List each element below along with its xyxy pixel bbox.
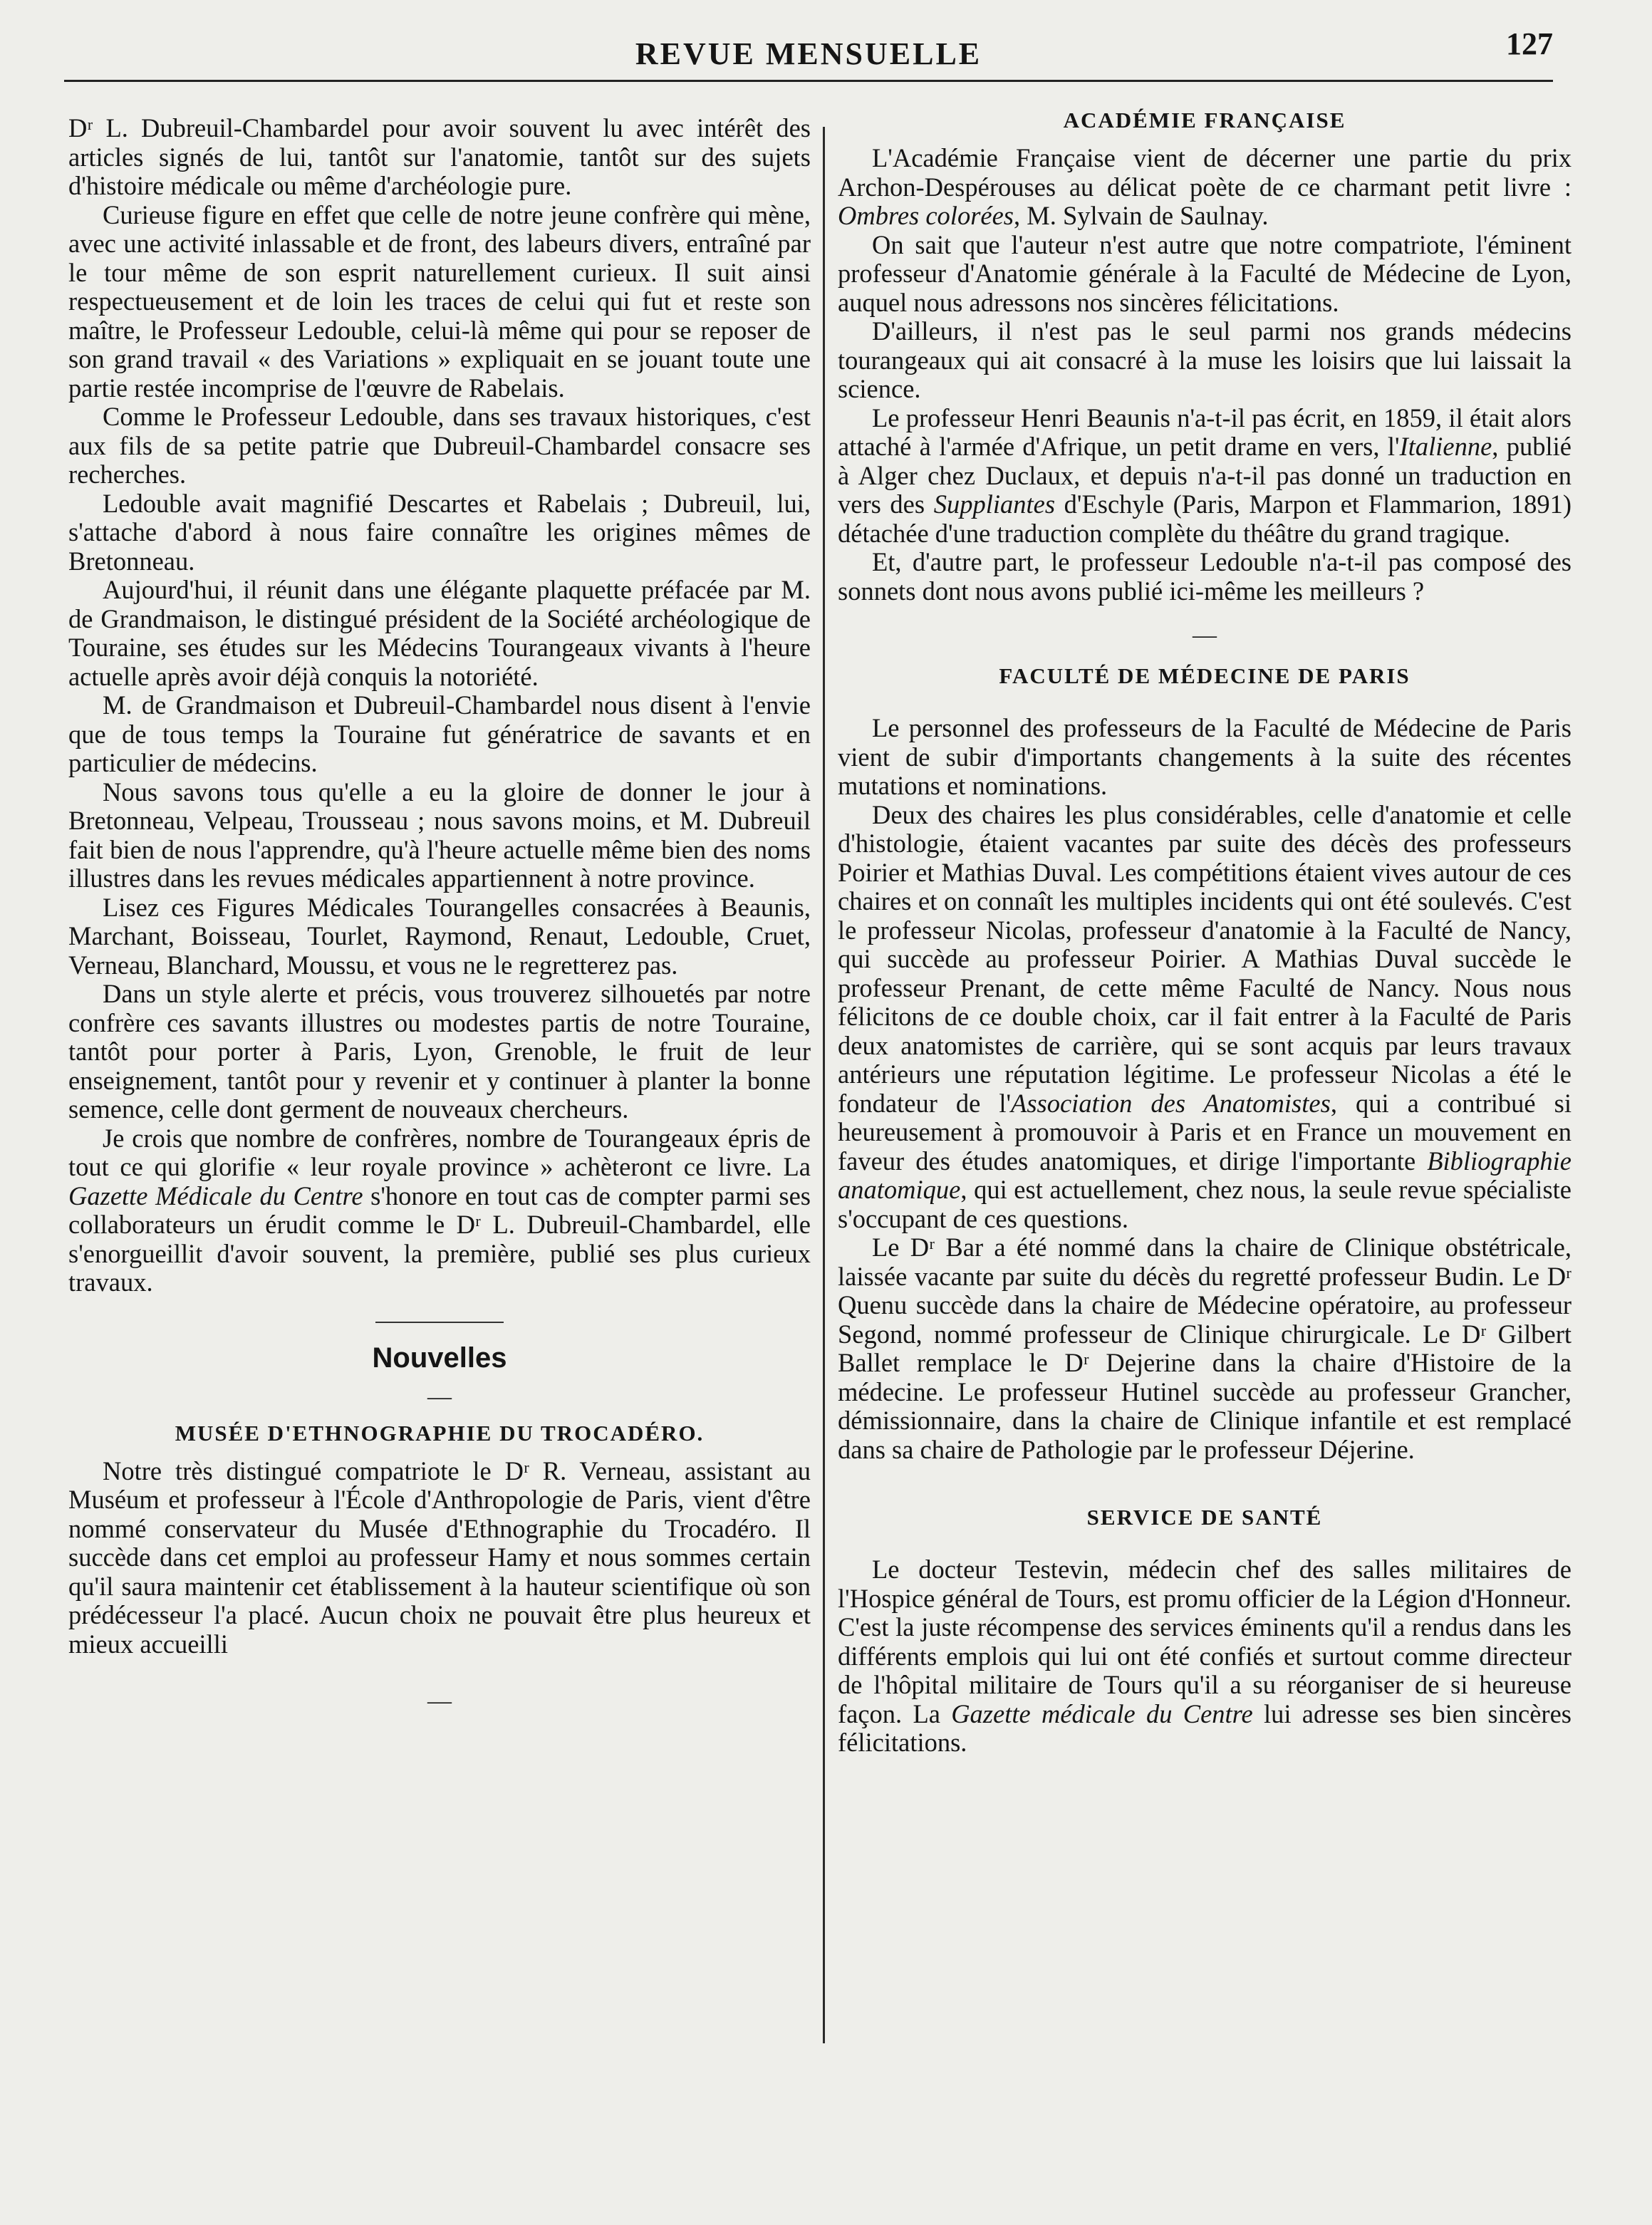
paragraph — [838, 144, 1572, 231]
text-run: L'Académie Française vient de décerner une partie du prix Archon-Despérouses au délicat poète de ce charmant petit livre : — [838, 143, 1572, 202]
running-header — [64, 28, 1553, 82]
journal-title: REVUE MENSUELLE — [635, 36, 982, 71]
dash-separator: — — [427, 1688, 452, 1714]
heading-academie: ACADÉMIE FRANÇAISE — [1063, 108, 1346, 133]
paragraph: Nous savons tous qu'elle a eu la gloire de donner le jour à Bretonneau, Velpeau, Trousseau ; nous savons moins, et M. Dubreuil fait bien de nous l'apprendre, qu'à l'heure actuelle même bien des noms illustres dans les revues médicales appartiennent à notre province. — [68, 777, 811, 893]
text-run: , M. Sylvain de Saulnay. — [1014, 201, 1269, 230]
page-number: 127 — [1506, 26, 1553, 61]
right-column — [838, 108, 1572, 1758]
text-run: , qui a contribué si heureusement à promouvoir à Paris et en France un mouvement en faveur des études anatomiques, et dirige l'importante — [838, 1088, 1572, 1176]
paragraph: M. de Grandmaison et Dubreuil-Chambardel nous disent à l'envie que de tous temps la Touraine fut génératrice de savants et en particulier de médecins. — [68, 690, 811, 777]
journal-name: Gazette Médicale du Centre — [68, 1181, 363, 1210]
journal-name: Gazette médicale du Centre — [951, 1698, 1253, 1728]
paragraph: Curieuse figure en effet que celle de notre jeune confrère qui mène, avec une activité inlassable et de front, des labeurs divers, entraîné par le tour même de son esprit naturellement curieux. Il suit ainsi respectueusement et de loin les traces de celui qui fut et reste son maître, le Professeur Ledouble, celui-là même qui pour se reposer de son grand travail « des Variations » expliquait en se jouant toute une partie restée incomprise de l'œuvre de Rabelais. — [68, 199, 811, 403]
section-heading-nouvelles: Nouvelles — [372, 1342, 507, 1374]
paragraph — [838, 1555, 1572, 1758]
dash-separator: — — [1193, 622, 1217, 648]
work-title: Italienne — [1399, 432, 1492, 461]
paragraph: On sait que l'auteur n'est autre que notre compatriote, l'éminent professeur d'Anatomie générale à la Faculté de Médecine de Lyon, auquel nous adressons nos sincères félicitations. — [838, 229, 1572, 317]
dash-separator: — — [427, 1383, 452, 1410]
book-title: Ombres colorées — [838, 201, 1014, 230]
text-run: lui adresse ses bien sincères félicitations. — [838, 1698, 1572, 1757]
section-divider — [375, 1322, 504, 1323]
text-run: Deux des chaires les plus considérables, celle d'anatomie et celle d'histologie, étaient vacantes par suite des décès des professeurs Poirier et Mathias Duval. Les compétitions étaient vives autour de ces chaires et on connaît les multiples incidents qui ont été soulevés. C'est le professeur Nicolas, professeur d'anatomie à la Faculté de Nancy, qui succède au professeur Poirier. A Mathias Duval succède le professeur Prenant, de cette même Faculté de Nancy. Nous nous félicitons de ce double choix, car il fait entrer à la Faculté de Paris deux anatomistes de carrière, qui se sont acquis par leurs travaux antérieurs une réputation légitime. Le professeur Nicolas a été le fondateur de l' — [838, 799, 1572, 1118]
paragraph — [68, 1124, 811, 1297]
heading-faculte: FACULTÉ DE MÉDECINE DE PARIS — [999, 663, 1411, 688]
work-title: Suppliantes — [933, 489, 1056, 519]
paragraph: Le personnel des professeurs de la Faculté de Médecine de Paris vient de subir d'importants changements à la suite des récentes mutations et nominations. — [838, 713, 1572, 800]
text-run: Le docteur Testevin, médecin chef des salles militaires de l'Hospice général de Tours, est promu officier de la Légion d'Honneur. C'est la juste récompense des services éminents qu'il a rendus dans les différents emplois qui lui ont été confiés et surtout comme directeur de l'hôpital militaire de Tours qu'il a su réorganiser de si heureuse façon. La — [838, 1555, 1572, 1728]
paragraph: Dʳ L. Dubreuil-Chambardel pour avoir souvent lu avec intérêt des articles signés de lui, tantôt sur l'anatomie, tantôt sur des sujets d'histoire médicale ou même d'archéologie pure. — [68, 113, 811, 200]
paragraph: Lisez ces Figures Médicales Tourangelles consacrées à Beaunis, Marchant, Boisseau, Tourlet, Raymond, Renaut, Ledouble, Cruet, Verneau, Blanchard, Moussu, et vous ne le regretterez pas. — [68, 892, 811, 980]
paragraph — [838, 801, 1572, 1234]
text-run: s'honore en tout cas de compter parmi ses collaborateurs un érudit comme le Dʳ L. Dubreuil-Chambardel, elle s'enorgueillit d'avoir souvent, la première, publié ses plus curieux travaux. — [68, 1181, 811, 1297]
paragraph — [838, 404, 1572, 549]
paragraph: Dans un style alerte et précis, vous trouverez silhouetés par notre confrère ces savants illustres ou modestes partis de notre Touraine, tantôt pour porter à Paris, Lyon, Grenoble, le fruit de leur enseignement, tantôt pour y revenir et y continuer à planter la bonne semence, celle dont germent de nouveaux chercheurs. — [68, 979, 811, 1124]
column-rule — [823, 127, 825, 2043]
journal-name: Bibliographie anatomique — [838, 1146, 1572, 1204]
text-run: Je crois que nombre de confrères, nombre de Tourangeaux épris de tout ce qui glorifie « leur royale province » achèteront ce livre. La — [68, 1123, 811, 1181]
paragraph: Comme le Professeur Ledouble, dans ses travaux historiques, c'est aux fils de sa petite patrie que Dubreuil-Chambardel consacre ses recherches. — [68, 402, 811, 489]
paragraph: Et, d'autre part, le professeur Ledouble n'a-t-il pas composé des sonnets dont nous avons publié ici-même les meilleurs ? — [838, 547, 1572, 606]
left-column — [68, 114, 811, 1721]
heading-musee: MUSÉE D'ETHNOGRAPHIE DU TROCADÉRO. — [175, 1420, 705, 1446]
text-run: Le professeur Henri Beaunis n'a-t-il pas écrit, en 1859, il était alors attaché à l'armée d'Afrique, un petit drame en vers, l' — [838, 403, 1572, 461]
text-run: , qui est actuellement, chez nous, la seule revue spécialiste s'occupant de ces questions. — [838, 1175, 1572, 1233]
association-name: Association des Anatomistes — [1011, 1088, 1331, 1118]
paragraph: D'ailleurs, il n'est pas le seul parmi nos grands médecins tourangeaux qui ait consacré à la muse les loisirs que lui laissait la science. — [838, 316, 1572, 403]
text-run: d'Eschyle (Paris, Marpon et Flammarion, 1891) détachée d'une traduction complète du théâtre du grand tragique. — [838, 489, 1572, 548]
heading-service-sante: SERVICE DE SANTÉ — [1086, 1505, 1323, 1530]
paragraph: Aujourd'hui, il réunit dans une élégante plaquette préfacée par M. de Grandmaison, le distingué président de la Société archéologique de Touraine, ses études sur les Médecins Tourangeaux vivants à l'heure actuelle après avoir déjà conquis la notoriété. — [68, 575, 811, 691]
text-run: , publié à Alger chez Duclaux, et depuis n'a-t-il pas donné un traduction en vers des — [838, 432, 1572, 519]
paragraph: Ledouble avait magnifié Descartes et Rabelais ; Dubreuil, lui, s'attache d'abord à nous faire connaître les origines mêmes de Bretonneau. — [68, 488, 811, 576]
paragraph: Notre très distingué compatriote le Dʳ R. Verneau, assistant au Muséum et professeur à l'École d'Anthropologie de Paris, vient d'être nommé conservateur du Musée d'Ethnographie du Trocadéro. Il succède dans cet emploi au professeur Hamy et nous sommes certain qu'il saura maintenir cet établissement à la hauteur scientifique où son prédécesseur l'a placé. Aucun choix ne pouvait être plus heureux et mieux accueilli — [68, 1456, 811, 1659]
paragraph: Le Dʳ Bar a été nommé dans la chaire de Clinique obstétricale, laissée vacante par suite du décès du regretté professeur Budin. Le Dʳ Quenu succède dans la chaire de Médecine opératoire, au professeur Segond, nommé professeur de Clinique chirurgicale. Le Dʳ Gilbert Ballet remplace le Dʳ Dejerine dans la chaire d'Histoire de la médecine. Le professeur Hutinel succède au professeur Grancher, démissionnaire, dans la chaire de Clinique infantile et est remplacé dans sa chaire de Pathologie par le professeur Déjerine. — [838, 1233, 1572, 1464]
